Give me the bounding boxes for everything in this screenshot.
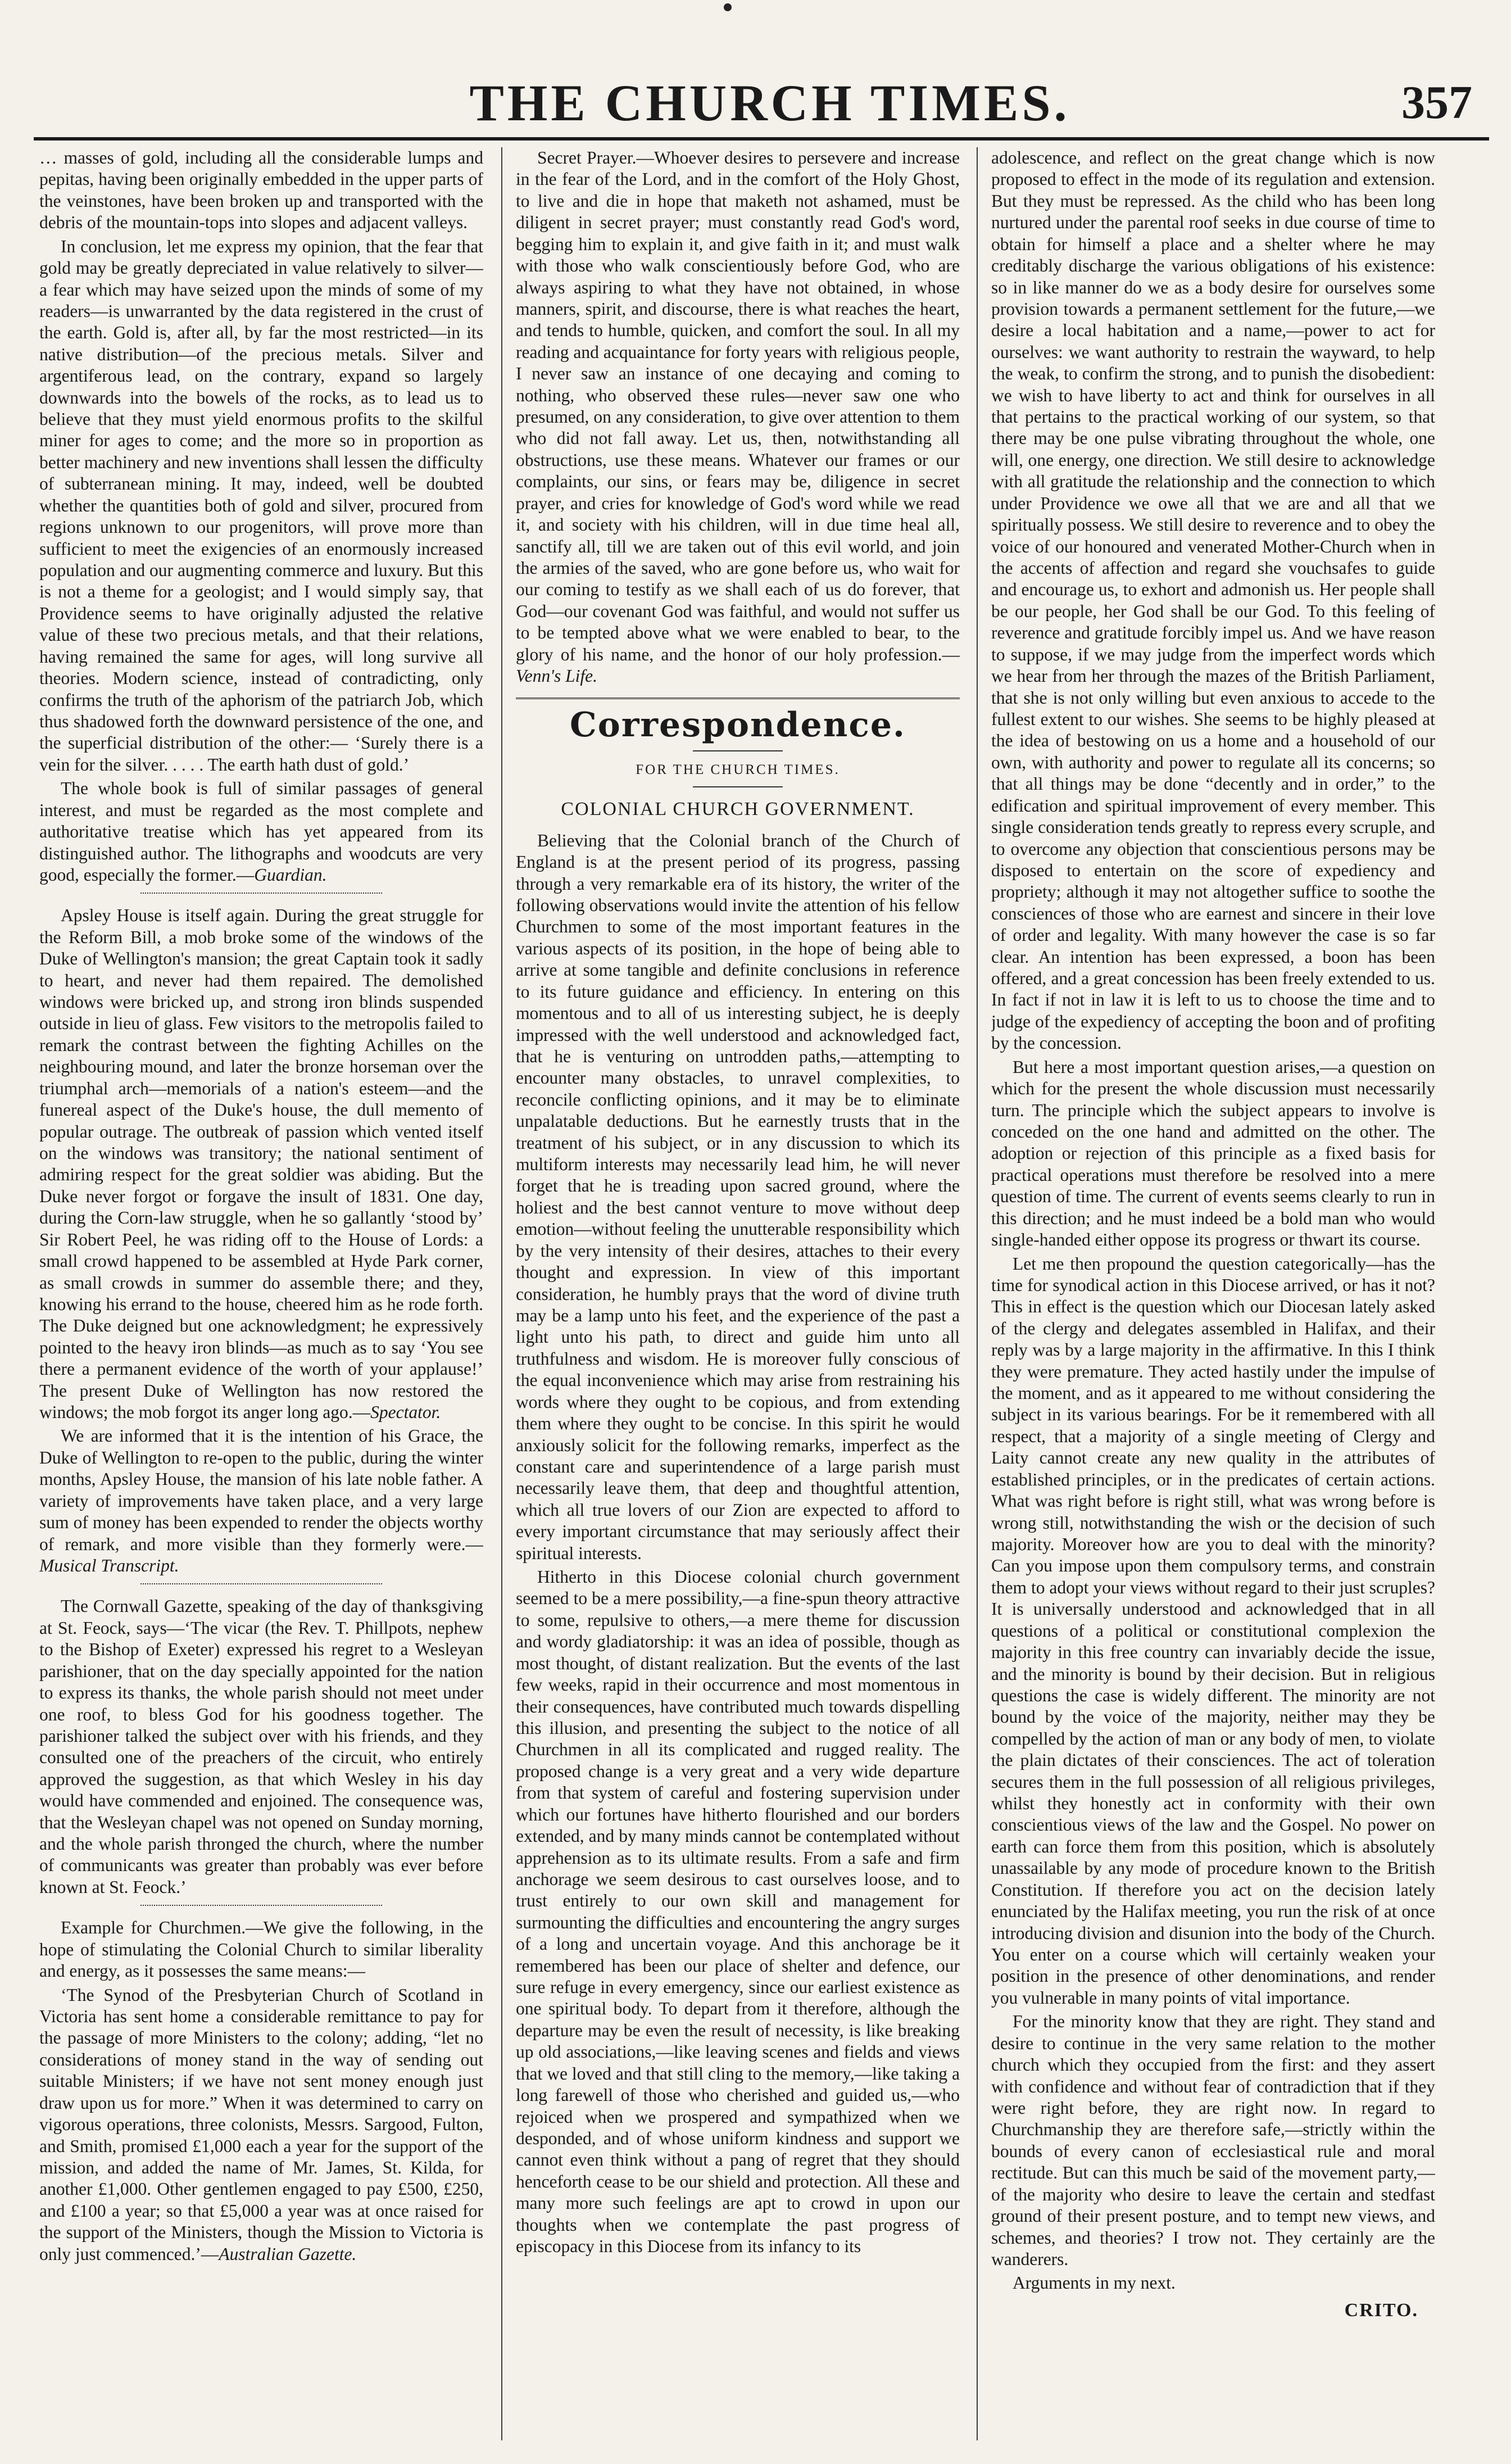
colonial-government-paragraph-2: Hitherto in this Diocese colonial church government seemed to be a mere possibility,—a fine-spun theory attractive to some, repulsive to others,—a mere theme for discussion and wordy gladiatorship: it was an idea of possible, though as most thought, of distant realization. But the events of the last few weeks, rapid in their occurrence and most momentous in their consequences, have contributed much towards dispelling this illusion, and presenting the subject to the notice of all Churchmen in all its complicated and rugged reality. The proposed change is a very great and a very wide departure from that system of careful and fostering supervision under which our fortunes have hitherto flourished and our borders extended, and by many minds cannot be contemplated without apprehension as to its ultimate results. From a safe and firm anchorage we seem desirous to cast ourselves loose, and to trust entirely to our own skill and management for surmounting the difficulties and encountering the angry surges of a long and uncertain voyage. And this anchorage be it remembered has been our place of shelter and defence, our sure refuge in every emergency, since our earliest existence as one spiritual body. To depart from it therefore, although the departure may be even the result of necessity, is like breaking up old associations,—like leaving scenes and fields and views that we loved and that still cling to the memory,—like taking a long farewell of those who cherished and guided us,—who rejoiced when we prospered and sympathized when we desponded, and of whose uniform kindness and support we cannot even think without a pang of regret that they should henceforth cease to be our shield and protection. All these and many more such feelings are apt to crowd in upon our thoughts when we contemplate the past progress of episcopacy in this Diocese from its infancy to its [516,1567,960,2257]
source-guardian: Guardian. [254,864,327,885]
short-rule [693,786,783,787]
separator [39,889,483,899]
author-signature: CRITO. [1344,2299,1418,2321]
source-australian-gazette: Australian Gazette. [219,2244,357,2264]
synod-text: ‘The Synod of the Presbyterian Church of Scotland in Victoria has sent home a considerable remittance to pay for the passage of more Ministers to the colony; adding, “let no considerations of money stand in the way of sending out suitable Ministers; if we have not sent money enough just draw upon us for more.” When it was determined to carry on vigorous operations, three colonists, Messrs. Sargood, Fulton, and Smith, promised £1,000 each a year for the support of the mission, and added the name of Mr. James, St. Kilda, for another £1,000. Other gentlemen engaged to pay £500, £250, and £100 a year; so that £5,000 a year was at once raised for the support of the Ministers, though the Mission to Victoria is only just commenced.’— [39,1985,483,2264]
book-review-paragraph [39,778,483,886]
page-number: 357 [1401,76,1472,129]
example-for-churchmen-paragraph: Example for Churchmen.—We give the following, in the hope of stimulating the Colonial Church to similar liberality and energy, as it possesses the same means:— [39,1918,483,1981]
article-title: COLONIAL CHURCH GOVERNMENT. [561,799,915,820]
colonial-government-paragraph-1: Believing that the Colonial branch of the Church of England is at the present period of its progress, passing through a very remarkable era of its history, the writer of the following observations would invite the attention of his fellow Churchmen to some of the most important features in the various aspects of its position, in the hope of being able to arrive at some tangible and definite conclusions in reference to its future guidance and efficiency. In entering on this momentous and to all of us interesting subject, he is deeply impressed with the well understood and acknowledged fact, that he is venturing on untrodden paths,—attempting to encounter many obstacles, to unravel complexities, to reconcile conflicting opinions, and it may be to eliminate unpalatable deductions. But he earnestly trusts that in the treatment of his subject, or in any discussion to which its multiform interests may necessarily lead him, he will never forget that he is treading upon sacred ground, where the holiest and the best cannot venture to move without deep emotion—without feeling the unutterable responsibility which by the very intensity of their desires, attaches to their every thought and expression. In view of this important consideration, he humbly prays that the word of divine truth may be a lamp unto his feet, and the experience of the past a light unto his path, to direct and guide him unto all truthfulness and wisdom. He is moreover fully conscious of the equal inconvenience which may arise from restraining his words where they ought to be copious, and from extending them where they ought to be concise. In this spirit he would anxiously solicit for the following remarks, imperfect as the constant care and superintendence of a large parish must necessarily leave them, that deep and thoughtful attention, which all true lovers of our Zion are expected to afford to every important circumstance that may seriously affect their spiritual interests. [516,830,960,1563]
source-venns-life: Venn's Life. [516,666,597,686]
column-divider [977,147,978,2440]
colonial-government-paragraph-5: Let me then propound the question categorically—has the time for synodical action in this Diocese arrived, or has it not? This in effect is the question which our Diocesan lately asked of the clergy and delegates assembled in Halifax, and their reply was by a large majority in the affirmative. In this I think they were premature. They acted hastily under the impulse of the moment, and as it appeared to me without considering the subject in its various bearings. For be it remembered with all respect, that a majority of a single meeting of Clergy and Laity cannot create any new quality in the attributes of established principles, or in the predicates of certain actions. What was right before is right still, what was wrong before is wrong still, notwithstanding the wish or the decision of such majority. Moreover how are you to deal with the minority? Can you impose upon them compulsory terms, and constrain them to adopt your views without regard to their just scruples? It is universally understood and acknowledged that in all questions of a political or constitutional complexion the majority in this free country can invariably decide the issue, and the minority is bound by their decision. But in religious questions the case is widely different. The minority are not bound by the voice of the majority, neither may they be compelled by the action of man or any body of men, to violate the plain dictates of their consciences. The act of toleration secures them in the full possession of all religious privileges, whilst they honestly act in conformity with their own conscientious views of the law and the Gospel. No power on earth can force them from this position, which is absolutely unassailable by any mode of procedure known to the British Constitution. If therefore you act on the decision lately enunciated by the Halifax meeting, you run the risk of at once introducing division and disunion into the body of the Church. You enter on a course which will certainly weaken your position in the presence of other denominations, and render you vulnerable in many points of vital importance. [991,1253,1435,2008]
page-speck [724,3,732,11]
apsley-text: Apsley House is itself again. During the great struggle for the Reform Bill, a mob broke some of the windows of the Duke of Wellington's mansion; the great Captain took it sadly to heart, and never had them repaired. The demolished windows were bricked up, and strong iron blinds suspended outside in lieu of glass. Few visitors to the metropolis failed to remark the contrast between the fighting Achilles on the neighbouring mound, and later the bronze horseman over the triumphal arch—memorials of a nation's esteem—and the funereal aspect of the Duke's house, the dull memento of popular outrage. The outbreak of passion which vented itself on the windows was transitory; the national sentiment of admiring respect for the great soldier was abiding. But the Duke never forgot or forgave the insult of 1831. One day, during the Corn-law struggle, when he so gallantly ‘stood by’ Sir Robert Peel, he was riding off to the House of Lords: a small crowd happened to be assembled at Hyde Park corner, as small crowds in summer do assemble there; and they, knowing his errand to the house, cheered him as he rode forth. The Duke deigned but one acknowledgment; he expressively pointed to the heavy iron blinds—as much as to say ‘You see there a permanent evidence of the worth of your applause!’ The present Duke of Wellington has now restored the windows; the mob forgot its anger long ago.— [39,905,483,1423]
separator [39,1901,483,1912]
cornwall-gazette-paragraph: The Cornwall Gazette, speaking of the day of thanksgiving at St. Feock, says—‘The vicar (the Rev. T. Phillpots, nephew to the Bishop of Exeter) expressed his regret to a Wesleyan parishioner, that on the day specially appointed for the nation to express its thanks, the whole parish should not meet under one roof, to bless God for his goodness together. The parishioner talked the subject over with his friends, and they consulted one of the preachers of the circuit, who entirely approved the suggestion, as that which Wesley in his day would have commended and enjoined. The consequence was, that the Wesleyan chapel was not opened on Sunday morning, and the whole parish thronged the church, where the number of communicants was greater than probably was ever before known at St. Feock.’ [39,1596,483,1897]
prayer-text: Secret Prayer.—Whoever desires to persevere and increase in the fear of the Lord, and in the comfort of the Holy Ghost, to live and die in hope that maketh not ashamed, must be diligent in secret prayer; must constantly read God's word, begging him to explain it, and give faith in it; and must walk with those who walk conscientiously before God, who are always aspiring to what they have not obtained, in whose manners, spirit, and discourse, there is what reaches the heart, and tends to humble, quicken, and comfort the soul. In all my reading and acquaintance for forty years with religious people, I never saw an instance of one decaying and coming to nothing, who observed these rules—never saw one who presumed, on any consideration, to give over attention to them who did not fall away. Let us, then, notwithstanding all obstructions, use these means. Whatever our frames or our complaints, our sins, or fears may be, diligence in secret prayer, and cries for knowledge of God's word while we read it, and society with his children, will in due time heal all, sanctify all, till we are taken out of this evil world, and join the armies of the saved, who are gone before us, who wait for our coming to testify as we shall each of us do forever, that God—our covenant God was faithful, and would not suffer us to be tempted above what we were enabled to bear, to the glory of his name, and the honor of our holy profession.— [516,148,960,664]
section-rule [516,697,960,699]
column-middle [516,147,960,2440]
secret-prayer-paragraph [516,147,960,687]
apsley-house-paragraph [39,905,483,1423]
separator [39,1580,483,1590]
gold-conclusion-paragraph: In conclusion, let me express my opinion, that the fear that gold may be greatly depreciated in value relatively to silver—a fear which may have seized upon the minds of some of my readers—is unwarranted by the data registered in the crust of the earth. Gold is, after all, by far the most restricted—in its native distribution—of the precious metals. Silver and argentiferous lead, on the contrary, expand so largely downwards into the bowels of the rocks, as to lead us to believe that they must yield enormous profits to the skilful miner for ages to come; and the more so in proportion as better machinery and new inventions shall lessen the difficulty of subterranean mining. It may, indeed, well be doubted whether the quantities both of gold and silver, procured from regions unknown to our progenitors, will prove more than sufficient to meet the exigencies of an enormously increased population and our augmenting commerce and luxury. But this is not a theme for a geologist; and I would simply say, that Providence seems to have originally adjusted the relative value of these two precious metals, and that their relations, having remained the same for ages, will long survive all theories. Modern science, instead of contradicting, only confirms the truth of the aphorism of the patriarch Job, which thus shadowed forth the downward persistence of the one, and the superficial distribution of the other:— ‘Surely there is a vein for the silver. . . . . The earth hath dust of gold.’ [39,236,483,774]
header-rule [34,137,1489,141]
correspondence-heading: Correspondence. [570,705,906,745]
reopen-text: We are informed that it is the intention of his Grace, the Duke of Wellington to re-open to the public, during the winter months, Apsley House, the mansion of his late noble father. A variety of improvements have taken place, and a very large sum of money has been expended to render the objects worthy of remark, and more visible than they formerly were.— [39,1426,483,1554]
colonial-government-paragraph-4: But here a most important question arises,—a question on which for the present the whole discussion must necessarily turn. The principle which the subject appears to involve is conceded on the one hand and admitted on the other. The adoption or rejection of this principle as a fixed basis for practical operations must therefore be resolved into a mere question of time. The current of events seems clearly to run in this direction; and he must indeed be a bold man who would single-handed either oppose its progress or thwart its course. [991,1057,1435,1250]
source-musical-transcript: Musical Transcript. [39,1556,179,1575]
source-spectator: Spectator. [370,1402,441,1423]
gold-article-ending: … masses of gold, including all the considerable lumps and pepitas, having been originally embedded in the upper parts of the veinstones, have been broken up and transported with the debris of the mountain-tops into slopes and adjacent valleys. [39,148,483,233]
for-church-times-line: FOR THE CHURCH TIMES. [636,762,840,777]
synod-victoria-paragraph [39,1985,483,2265]
masthead [34,67,1489,135]
arguments-next-line: Arguments in my next. [1013,2273,1176,2293]
review-text: The whole book is full of similar passages of general interest, and must be regarded as the most complete and authoritative treatise which has yet appeared from its distinguished author. The lithographs and woodcuts are very good, especially the former.— [39,778,483,885]
column-divider [501,147,502,2440]
colonial-government-paragraph-6: For the minority know that they are right. They stand and desire to continue in the very same relation to the mother church which they occupied from the first: and they assert with confidence and without fear of contradiction that if they were right before, they are right now. In regard to Churchmanship they are therefore safe,—strictly within the bounds of every canon of ecclesiastical rule and moral rectitude. But can this much be said of the movement party,—of the majority who desire to leave the certain and stedfast ground of their present posture, and to tempt new views, and schemes, and theories? I trow not. They certainly are the wanderers. [991,2012,1435,2269]
colonial-government-paragraph-3: adolescence, and reflect on the great change which is now proposed to effect in the mode of its regulation and extension. But they must be repressed. As the child who has been long nurtured under the parental roof seeks in due course of time to obtain for himself a place and a shelter where he may creditably discharge the various obligations of his existence: so in like manner do we as a body desire for ourselves some provision towards a permanent settlement for the future,—we desire a local habitation and a name,—power to act for ourselves: we want authority to restrain the wayward, to help the weak, to confirm the strong, and to punish the disobedient: we wish to have liberty to act and think for ourselves in all that pertains to the practical working of our system, so that there may be one pulse vibrating throughout the whole, one will, one energy, one direction. We still desire to acknowledge with all gratitude the relationship and the connection to which under Providence we owe all that we are and all that we spiritually possess. We still desire to reverence and to obey the voice of our honoured and venerated Mother-Church when in the accents of affection and regard she vouchsafes to guide and encourage us, to exhort and admonish us. Her people shall be our people, her God shall be our God. To this feeling of reverence and gratitude forcibly impel us. And we have reason to suppose, if we may judge from the imperfect words which we hear from her through the mazes of the British Parliament, that she is not only willing but even anxious to accede to the fullest extent to our wishes. She seems to be highly pleased at the idea of bestowing on us a home and a household of our own, with authority and power to regulate all its concerns; so that all things may be done “decently and in order,” to the edification and spiritual improvement of every member. This single consideration tends greatly to repress every scruple, and to overcome any objection that conscientious persons may be disposed to entertain on the score of expediency and propriety; although it may not altogether suffice to soothe the consciences of those who are earnest and sincere in their love of order and legality. With many however the case is so far clear. An intention has been expressed, a boon has been offered, and a great concession has been freely extended to us. In fact if not in law it is left to us to choose the time and to judge of the expediency of accepting the boon and of profiting by the concession. [991,148,1435,1053]
apsley-reopen-paragraph [39,1425,483,1577]
short-rule [693,750,783,751]
newspaper-title: THE CHURCH TIMES. [469,74,1070,132]
column-right [991,147,1435,2440]
column-left [39,147,483,2440]
